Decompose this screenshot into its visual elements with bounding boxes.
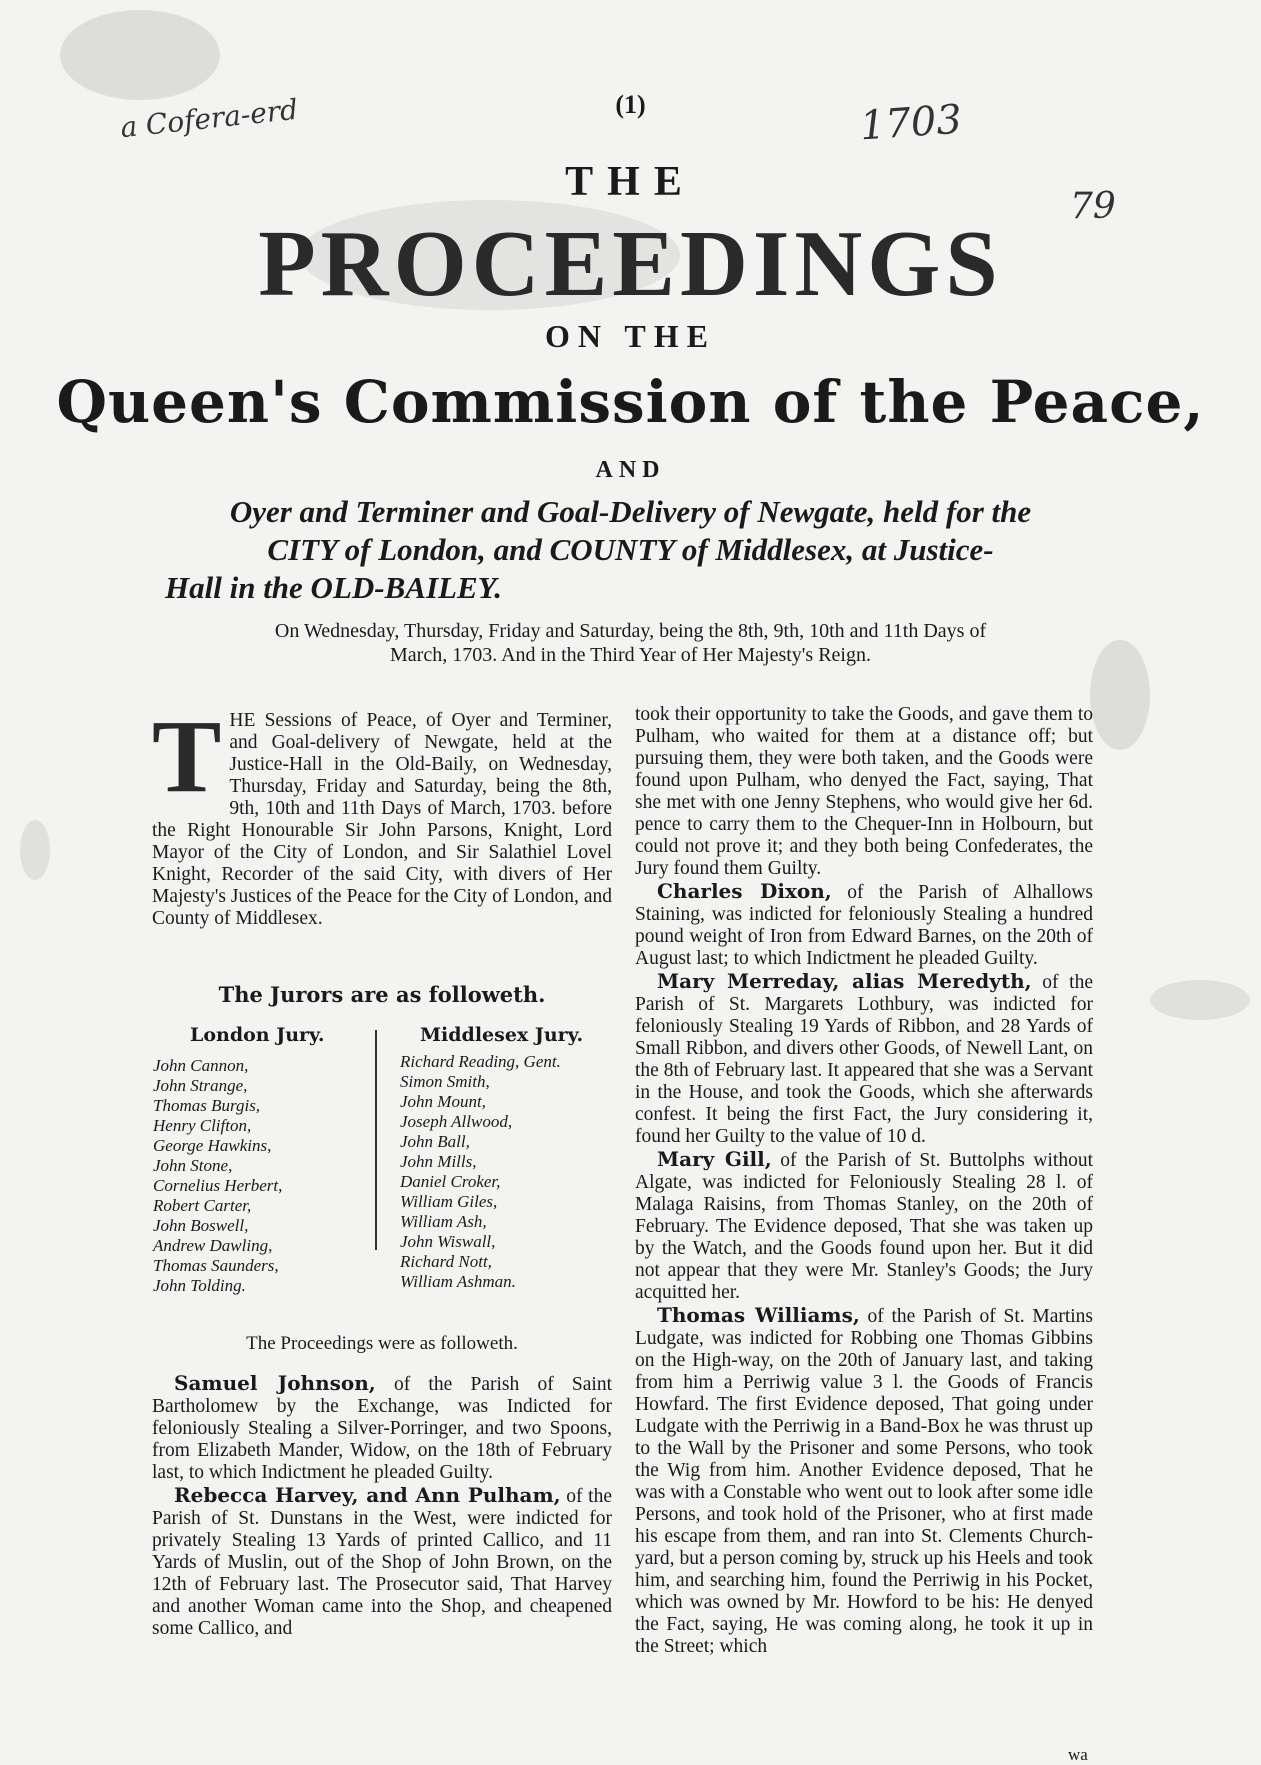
juror-name: William Ash, xyxy=(400,1212,487,1231)
right-column xyxy=(635,704,1093,1658)
case-entry xyxy=(152,1484,612,1640)
juror-name: John Boswell, xyxy=(153,1216,249,1235)
case-entry xyxy=(635,880,1093,970)
drop-cap: T xyxy=(152,699,222,814)
defendant-name: Thomas Williams, xyxy=(657,1303,860,1327)
case-entry xyxy=(635,1148,1093,1304)
juror-name: John Strange, xyxy=(153,1076,248,1095)
masthead-and: AND xyxy=(595,457,666,483)
juror-name: Henry Clifton, xyxy=(153,1116,252,1135)
case-entry xyxy=(635,1304,1093,1658)
intro-paragraph xyxy=(152,699,612,930)
juror-name: John Mount, xyxy=(400,1092,486,1111)
juror-name: Daniel Croker, xyxy=(400,1172,501,1191)
defendant-name: Samuel Johnson, xyxy=(174,1371,376,1395)
left-cases xyxy=(152,1372,612,1640)
session-dates-line-1: On Wednesday, Thursday, Friday and Saturday, being the 8th, 9th, 10th and 11th Days of xyxy=(274,620,987,642)
defendant-name: Charles Dixon, xyxy=(657,879,832,903)
case-text: of the Parish of Alhallows Staining, was indicted for feloniously Stealing a hundred pound weight of Iron from Edward Barnes, on the 20th of August last; to which Indictment he pleaded Guilty. xyxy=(635,882,1093,969)
juror-name: John Ball, xyxy=(400,1132,470,1151)
juror-name: Thomas Burgis, xyxy=(153,1096,261,1115)
masthead-commission: Queen's Commission of the Peace, xyxy=(56,368,1205,436)
scan-speck xyxy=(60,10,220,100)
defendant-name: Mary Gill, xyxy=(657,1147,772,1171)
jury-divider xyxy=(375,1030,377,1250)
masthead-line-2: CITY of London, and COUNTY of Middlesex, at Justice- xyxy=(267,532,994,567)
scan-speck xyxy=(20,820,50,880)
proceedings-heading: The Proceedings were as followeth. xyxy=(246,1333,518,1354)
middlesex-jury-title: Middlesex Jury. xyxy=(420,1024,584,1046)
jurors-heading: The Jurors are as followeth. xyxy=(218,982,546,1007)
masthead-title: PROCEEDINGS xyxy=(258,212,1003,316)
juror-name: Richard Reading, Gent. xyxy=(400,1052,561,1071)
juror-name: George Hawkins, xyxy=(153,1136,272,1155)
masthead-the: THE xyxy=(565,159,696,205)
case-entry xyxy=(152,1372,612,1484)
catchword: wa xyxy=(1068,1745,1088,1764)
handwritten-mark: 79 xyxy=(1070,186,1116,227)
juror-name: Robert Carter, xyxy=(153,1196,252,1215)
juror-name: John Stone, xyxy=(153,1156,233,1175)
case-text: of the Parish of St. Margarets Lothbury, was indicted for feloniously Stealing 19 Yards of Ribbon, and 28 Yards of Small Ribbon, and divers other Goods, of Newell Lant, on the 8th of February last. It appeared that she was a Servant in the House, and took the Goods, which she afterwards confest. It being the first Fact, the Jury considering it, found her Guilty to the value of 10 d. xyxy=(635,972,1093,1147)
juror-name: John Wiswall, xyxy=(400,1232,496,1251)
juror-name: Simon Smith, xyxy=(400,1072,490,1091)
juror-name: John Mills, xyxy=(400,1152,477,1171)
juror-name: John Tolding. xyxy=(153,1276,246,1295)
masthead-line-1: Oyer and Terminer and Goal-Delivery of Newgate, held for the xyxy=(229,494,1032,529)
masthead-on-the: ON THE xyxy=(545,318,716,354)
london-jury-title: London Jury. xyxy=(190,1024,325,1046)
case-entry xyxy=(635,970,1093,1148)
session-dates-line-2: March, 1703. And in the Third Year of Her Majesty's Reign. xyxy=(390,644,871,666)
london-jury-list xyxy=(153,1056,282,1296)
juror-name: Joseph Allwood, xyxy=(400,1112,513,1131)
juror-name: Cornelius Herbert, xyxy=(153,1176,283,1195)
juror-name: Thomas Saunders, xyxy=(153,1256,279,1275)
defendant-name: Mary Merreday, alias Meredyth, xyxy=(657,969,1032,993)
juror-name: John Cannon, xyxy=(153,1056,249,1075)
case-continuation: took their opportunity to take the Goods, and gave them to Pulham, who waited for them at a distance off; but pursuing them, they were both taken, and the Goods were found upon Pulham, who denyed the Fact, saying, That she met with one Jenny Stephens, who would give her 6d. pence to carry them to the Chequer-Inn in Holbourn, but could not prove it; and they both being Confederates, the Jury found them Guilty. xyxy=(635,704,1093,879)
case-text: of the Parish of St. Dunstans in the West, were indicted for privately Stealing 13 Yards of printed Callico, and 11 Yards of Muslin, out of the Shop of John Brown, on the 12th of February last. The Prosecutor said, That Harvey and another Woman came into the Shop, and cheapened some Callico, and xyxy=(152,1486,612,1639)
handwritten-year: 1703 xyxy=(858,96,964,150)
intro-text: HE Sessions of Peace, of Oyer and Terminer, and Goal-delivery of Newgate, held at the Justice-Hall in the Old-Baily, on Wednesday, Thursday, Friday and Saturday, being the 8th, 9th, 10th and 11th Days of March, 1703. before the Right Honourable Sir John Parsons, Knight, Lord Mayor of the City of London, and Sir Salathiel Lovel Knight, Recorder of the said City, with divers of Her Majesty's Justices of the Peace for the City of London, and County of Middlesex. xyxy=(152,710,612,929)
case-text: of the Parish of St. Buttolphs without Algate, was indicted for Feloniously Stealing 28 l. of Malaga Raisins, from Thomas Stanley, on the 20th of February. The Evidence deposed, That she was taken up by the Watch, and the Goods found upon her. But it did not appear that they were Mr. Stanley's Goods; the Jury acquitted her. xyxy=(635,1150,1093,1303)
page-number: (1) xyxy=(615,90,646,119)
juror-name: William Ashman. xyxy=(400,1272,516,1291)
case-text: of the Parish of Saint Bartholomew by the Exchange, was Indicted for feloniously Stealing a Silver-Porringer, and two Spoons, from Elizabeth Mander, Widow, on the 18th of February last, to which Indictment he pleaded Guilty. xyxy=(152,1374,612,1483)
juror-name: Richard Nott, xyxy=(400,1252,492,1271)
case-text: of the Parish of St. Martins Ludgate, was indicted for Robbing one Thomas Gibbins on the High-way, on the 20th of January last, and taking from him a Perriwig value 3 l. the Goods of Francis Howfard. The first Evidence deposed, That going under Ludgate with the Perriwig in a Band-Box he was thrust up to the Wall by the Prisoner and some Persons, who took the Wig from him. Another Evidence deposed, That he was with a Constable who went out to look after some idle Persons, and took hold of the Prisoner, who at first made his escape from them, and ran into St. Clements Church-yard, but a person coming by, struck up his Heels and took him, and searching him, found the Perriwig in his Pocket, which was owned by Mr. Howford to be his: He denyed the Fact, saying, He was coming along, he took it up in the Street; which xyxy=(635,1306,1094,1657)
defendant-name: Rebecca Harvey, and Ann Pulham, xyxy=(174,1483,561,1507)
juror-name: William Giles, xyxy=(400,1192,498,1211)
scan-speck xyxy=(1150,980,1250,1020)
middlesex-jury-list xyxy=(400,1052,561,1292)
masthead-line-3: Hall in the OLD-BAILEY. xyxy=(165,570,503,605)
juror-name: Andrew Dawling, xyxy=(153,1236,273,1255)
handwritten-note: a Cofera-erd xyxy=(118,92,300,145)
